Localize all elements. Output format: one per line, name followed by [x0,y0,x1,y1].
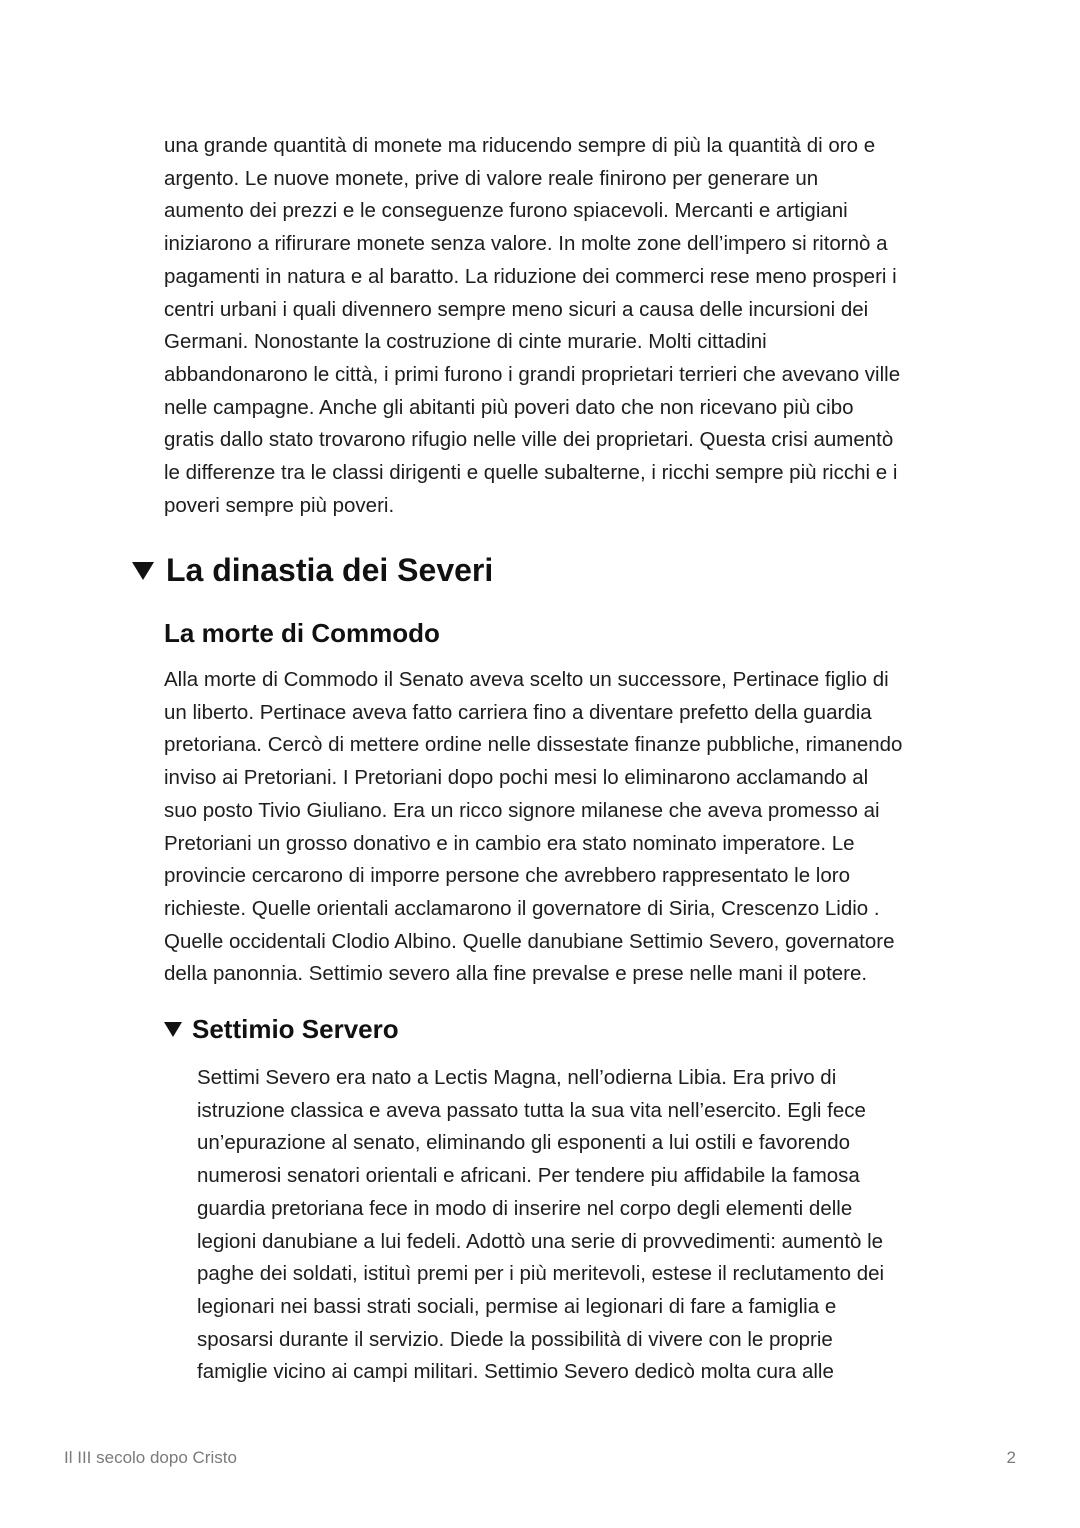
intro-paragraph: una grande quantità di monete ma riducendo sempre di più la quantità di oro e argento. Le nuove monete, prive di valore reale finirono per generare un aumento dei prezzi e le conseguenze furono spiacevoli. Mercanti e artigiani iniziarono a rifirurare monete senza valore. In molte zone dell’impero si ritornò a pagamenti in natura e al baratto. La riduzione dei commerci rese meno prosperi i centri urbani i quali divennero sempre meno sicuri a causa delle incursioni dei Germani. Nonostante la costruzione di cinte murarie. Molti cittadini abbandonarono le città, i primi furono i grandi proprietari terrieri che avevano ville nelle campagne. Anche gli abitanti più poveri dato che non ricevano più cibo gratis dallo stato trovarono rifugio nelle ville dei proprietari. Questa crisi aumentò le differenze tra le classi dirigenti e quelle subalterne, i ricchi sempre più ricchi e i poveri sempre più poveri. [164,134,901,517]
subsection-heading-commodo: La morte di Commodo [164,618,440,648]
settimio-paragraph: Settimi Severo era nato a Lectis Magna, nell’odierna Libia. Era privo di istruzione classica e aveva passato tutta la sua vita nell’esercito. Egli fece un’epurazione al senato, eliminando gli esponenti a lui ostili e favorendo numerosi senatori orientali e africani. Per tendere piu affidabile la famosa guardia pretoriana fece in modo di inserire nel corpo degli elementi delle legioni danubiane a lui fedeli. Adottò una serie di provvedimenti: aumentò le paghe dei soldati, istituì premi per i più meritevoli, estese il reclutamento dei legionari nei bassi strati sociali, permise ai legionari di fare a famiglia e sposarsi durante il servizio. Diede la possibilità di vivere con le proprie famiglie vicino ai campi militari. Settimio Severo dedicò molta cura alle [197,1066,885,1384]
footer-document-title: Il III secolo dopo Cristo [64,1448,237,1467]
section-heading: La dinastia dei Severi [166,552,494,588]
commodo-paragraph: Alla morte di Commodo il Senato aveva scelto un successore, Pertinace figlio di un liberto. Pertinace aveva fatto carriera fino a diventare prefetto della guardia pretoriana. Cercò di mettere ordine nelle dissestate finanze pubbliche, rimanendo inviso ai Pretoriani. I Pretoriani dopo pochi mesi lo eliminarono acclamando al suo posto Tivio Giuliano. Era un ricco signore milanese che aveva promesso ai Pretoriani un grosso donativo e in cambio era stato nominato imperatore. Le provincie cercarono di imporre persone che avrebbero rappresentato le loro richieste. Quelle orientali acclamarono il governatore di Siria, Crescenzo Lidio . Quelle occidentali Clodio Albino. Quelle danubiane Settimio Severo, governatore della panonnia. Settimio severo alla fine prevalse e prese nelle mani il potere. [164,668,903,986]
triangle-down-icon[interactable] [132,562,154,580]
section-toggle-settimio[interactable] [164,1014,399,1045]
footer-page-number: 2 [1006,1448,1016,1467]
triangle-down-icon[interactable] [164,1022,182,1037]
subsection-heading-settimio: Settimio Servero [192,1014,399,1044]
section-toggle-severi[interactable] [132,552,493,589]
